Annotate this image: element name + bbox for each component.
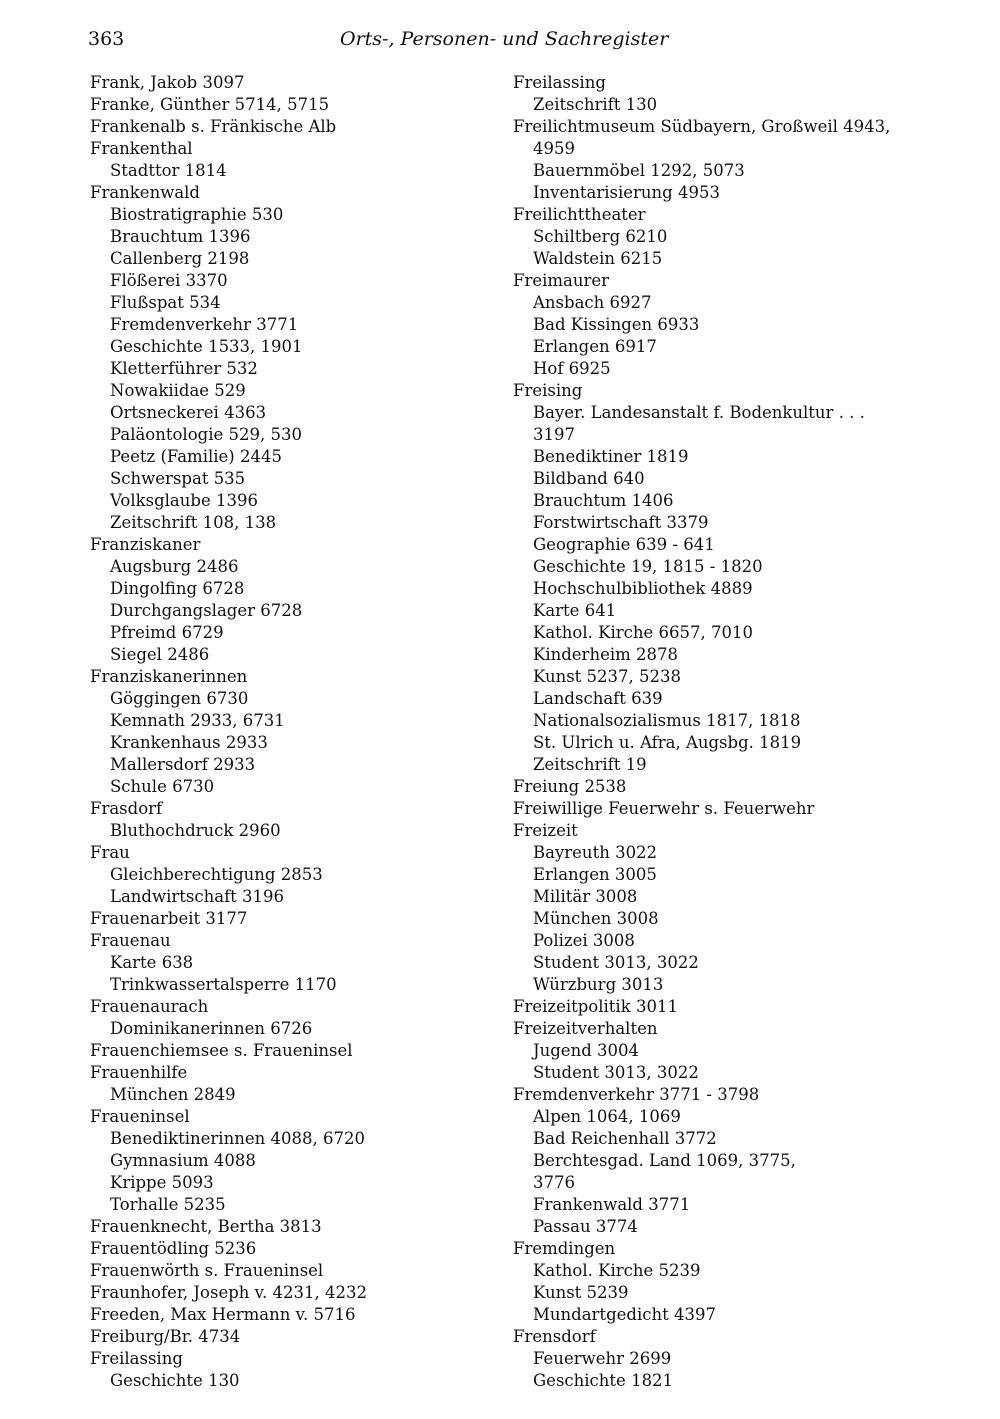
index-subentry: Forstwirtschaft 3379 [533,513,709,532]
index-subentry: Zeitschrift 130 [533,95,658,114]
index-entry: Frauenau [90,931,171,950]
index-entry: Freilassing [90,1349,183,1368]
index-entry: Freising [513,381,583,400]
index-subentry: Kemnath 2933, 6731 [110,711,285,730]
index-entry: Frauentödling 5236 [90,1239,257,1258]
index-subentry: Geschichte 1533, 1901 [110,337,303,356]
index-subentry: Mundartgedicht 4397 [533,1305,716,1324]
index-subentry: Kathol. Kirche 6657, 7010 [533,623,753,642]
index-entry: Franke, Günther 5714, 5715 [90,95,330,114]
index-subentry: Bad Reichenhall 3772 [533,1129,717,1148]
index-subentry: Kunst 5239 [533,1283,629,1302]
index-subentry: Feuerwehr 2699 [533,1349,672,1368]
index-subentry: Augsburg 2486 [110,557,239,576]
index-entry: Freeden, Max Hermann v. 5716 [90,1305,356,1324]
index-subentry: Flößerei 3370 [110,271,228,290]
index-subentry: Ansbach 6927 [533,293,652,312]
index-subentry: Stadttor 1814 [110,161,227,180]
index-subentry: Volksglaube 1396 [110,491,258,510]
index-subentry: Kinderheim 2878 [533,645,678,664]
index-subentry: Fremdenverkehr 3771 [110,315,299,334]
index-subentry: 4959 [533,139,575,158]
index-entry: Fremdenverkehr 3771 - 3798 [513,1085,760,1104]
index-subentry: Gleichberechtigung 2853 [110,865,323,884]
index-subentry: Schiltberg 6210 [533,227,668,246]
index-subentry: Schule 6730 [110,777,215,796]
index-entry: Frau [90,843,130,862]
running-head: Orts-, Personen- und Sachregister [340,28,669,50]
index-entry: Frauenchiemsee s. Fraueninsel [90,1041,353,1060]
index-subentry: Brauchtum 1396 [110,227,251,246]
index-subentry: Frankenwald 3771 [533,1195,691,1214]
index-subentry: St. Ulrich u. Afra, Augsbg. 1819 [533,733,802,752]
index-subentry: Waldstein 6215 [533,249,663,268]
index-subentry: Inventarisierung 4953 [533,183,720,202]
index-subentry: Benediktinerinnen 4088, 6720 [110,1129,365,1148]
index-subentry: Siegel 2486 [110,645,210,664]
index-entry: Frauenwörth s. Fraueninsel [90,1261,324,1280]
index-subentry: Nationalsozialismus 1817, 1818 [533,711,801,730]
index-subentry: Paläontologie 529, 530 [110,425,302,444]
index-entry: Frensdorf [513,1327,596,1346]
index-subentry: Krankenhaus 2933 [110,733,268,752]
index-subentry: Nowakiidae 529 [110,381,246,400]
index-entry: Frankenwald [90,183,200,202]
index-subentry: Flußspat 534 [110,293,221,312]
index-entry: Freizeit [513,821,578,840]
index-entry: Freilichtmuseum Südbayern, Großweil 4943, [513,117,891,136]
index-entry: Freilassing [513,73,606,92]
index-subentry: Geschichte 1821 [533,1371,674,1390]
index-subentry: Bayer. Landesanstalt f. Bodenkultur . . . [533,403,865,422]
index-entry: Freiburg/Br. 4734 [90,1327,241,1346]
index-subentry: München 3008 [533,909,659,928]
index-entry: Frank, Jakob 3097 [90,73,245,92]
index-subentry: Student 3013, 3022 [533,1063,699,1082]
index-subentry: Göggingen 6730 [110,689,249,708]
index-entry: Frauenarbeit 3177 [90,909,248,928]
index-subentry: Kunst 5237, 5238 [533,667,682,686]
index-entry: Frauenknecht, Bertha 3813 [90,1217,322,1236]
index-subentry: Bildband 640 [533,469,645,488]
index-subentry: Student 3013, 3022 [533,953,699,972]
index-subentry: Bad Kissingen 6933 [533,315,700,334]
index-subentry: Kletterführer 532 [110,359,258,378]
index-subentry: Karte 638 [110,953,194,972]
index-subentry: Landschaft 639 [533,689,663,708]
index-subentry: Geschichte 19, 1815 - 1820 [533,557,763,576]
index-subentry: Benediktiner 1819 [533,447,689,466]
index-column-left [90,72,367,1392]
index-subentry: Geschichte 130 [110,1371,240,1390]
index-entry: Freizeitpolitik 3011 [513,997,678,1016]
index-subentry: Zeitschrift 19 [533,755,647,774]
index-subentry: Polizei 3008 [533,931,635,950]
index-subentry: Militär 3008 [533,887,638,906]
index-subentry: Berchtesgad. Land 1069, 3775, [533,1151,796,1170]
index-subentry: Ortsneckerei 4363 [110,403,267,422]
index-entry: Freiwillige Feuerwehr s. Feuerwehr [513,799,815,818]
index-subentry: Dominikanerinnen 6726 [110,1019,313,1038]
index-subentry: Bluthochdruck 2960 [110,821,281,840]
index-subentry: Erlangen 6917 [533,337,657,356]
index-subentry: Passau 3774 [533,1217,638,1236]
index-entry: Fraueninsel [90,1107,190,1126]
index-subentry: Jugend 3004 [533,1041,639,1060]
index-entry: Freimaurer [513,271,610,290]
index-subentry: Mallersdorf 2933 [110,755,256,774]
index-subentry: Gymnasium 4088 [110,1151,256,1170]
index-subentry: Hof 6925 [533,359,611,378]
index-subentry: 3197 [533,425,575,444]
index-entry: Frasdorf [90,799,163,818]
index-entry: Frankenthal [90,139,193,158]
index-subentry: Landwirtschaft 3196 [110,887,285,906]
index-subentry: Bauernmöbel 1292, 5073 [533,161,745,180]
index-column-right [513,72,890,1392]
index-subentry: Callenberg 2198 [110,249,250,268]
index-subentry: Erlangen 3005 [533,865,657,884]
index-subentry: Zeitschrift 108, 138 [110,513,277,532]
index-subentry: Krippe 5093 [110,1173,214,1192]
index-entry: Frauenaurach [90,997,209,1016]
index-subentry: Torhalle 5235 [110,1195,226,1214]
index-subentry: Brauchtum 1406 [533,491,674,510]
index-subentry: Karte 641 [533,601,617,620]
index-entry: Frankenalb s. Fränkische Alb [90,117,337,136]
index-subentry: Bayreuth 3022 [533,843,658,862]
index-subentry: 3776 [533,1173,575,1192]
index-subentry: Würzburg 3013 [533,975,664,994]
index-entry: Freiung 2538 [513,777,627,796]
index-subentry: Dingolfing 6728 [110,579,245,598]
index-subentry: Alpen 1064, 1069 [533,1107,681,1126]
index-entry: Freilichttheater [513,205,646,224]
index-entry: Fremdingen [513,1239,616,1258]
index-subentry: Biostratigraphie 530 [110,205,284,224]
index-subentry: Schwerspat 535 [110,469,246,488]
index-entry: Franziskaner [90,535,201,554]
index-subentry: Trinkwassertalsperre 1170 [110,975,337,994]
index-entry: Freizeitverhalten [513,1019,658,1038]
index-subentry: Kathol. Kirche 5239 [533,1261,701,1280]
page-number: 363 [88,28,125,50]
index-subentry: Geographie 639 - 641 [533,535,715,554]
index-entry: Franziskanerinnen [90,667,248,686]
index-subentry: Peetz (Familie) 2445 [110,447,282,466]
index-entry: Fraunhofer, Joseph v. 4231, 4232 [90,1283,367,1302]
index-subentry: Hochschulbibliothek 4889 [533,579,753,598]
index-subentry: Pfreimd 6729 [110,623,224,642]
index-subentry: Durchgangslager 6728 [110,601,303,620]
index-subentry: München 2849 [110,1085,236,1104]
index-entry: Frauenhilfe [90,1063,188,1082]
